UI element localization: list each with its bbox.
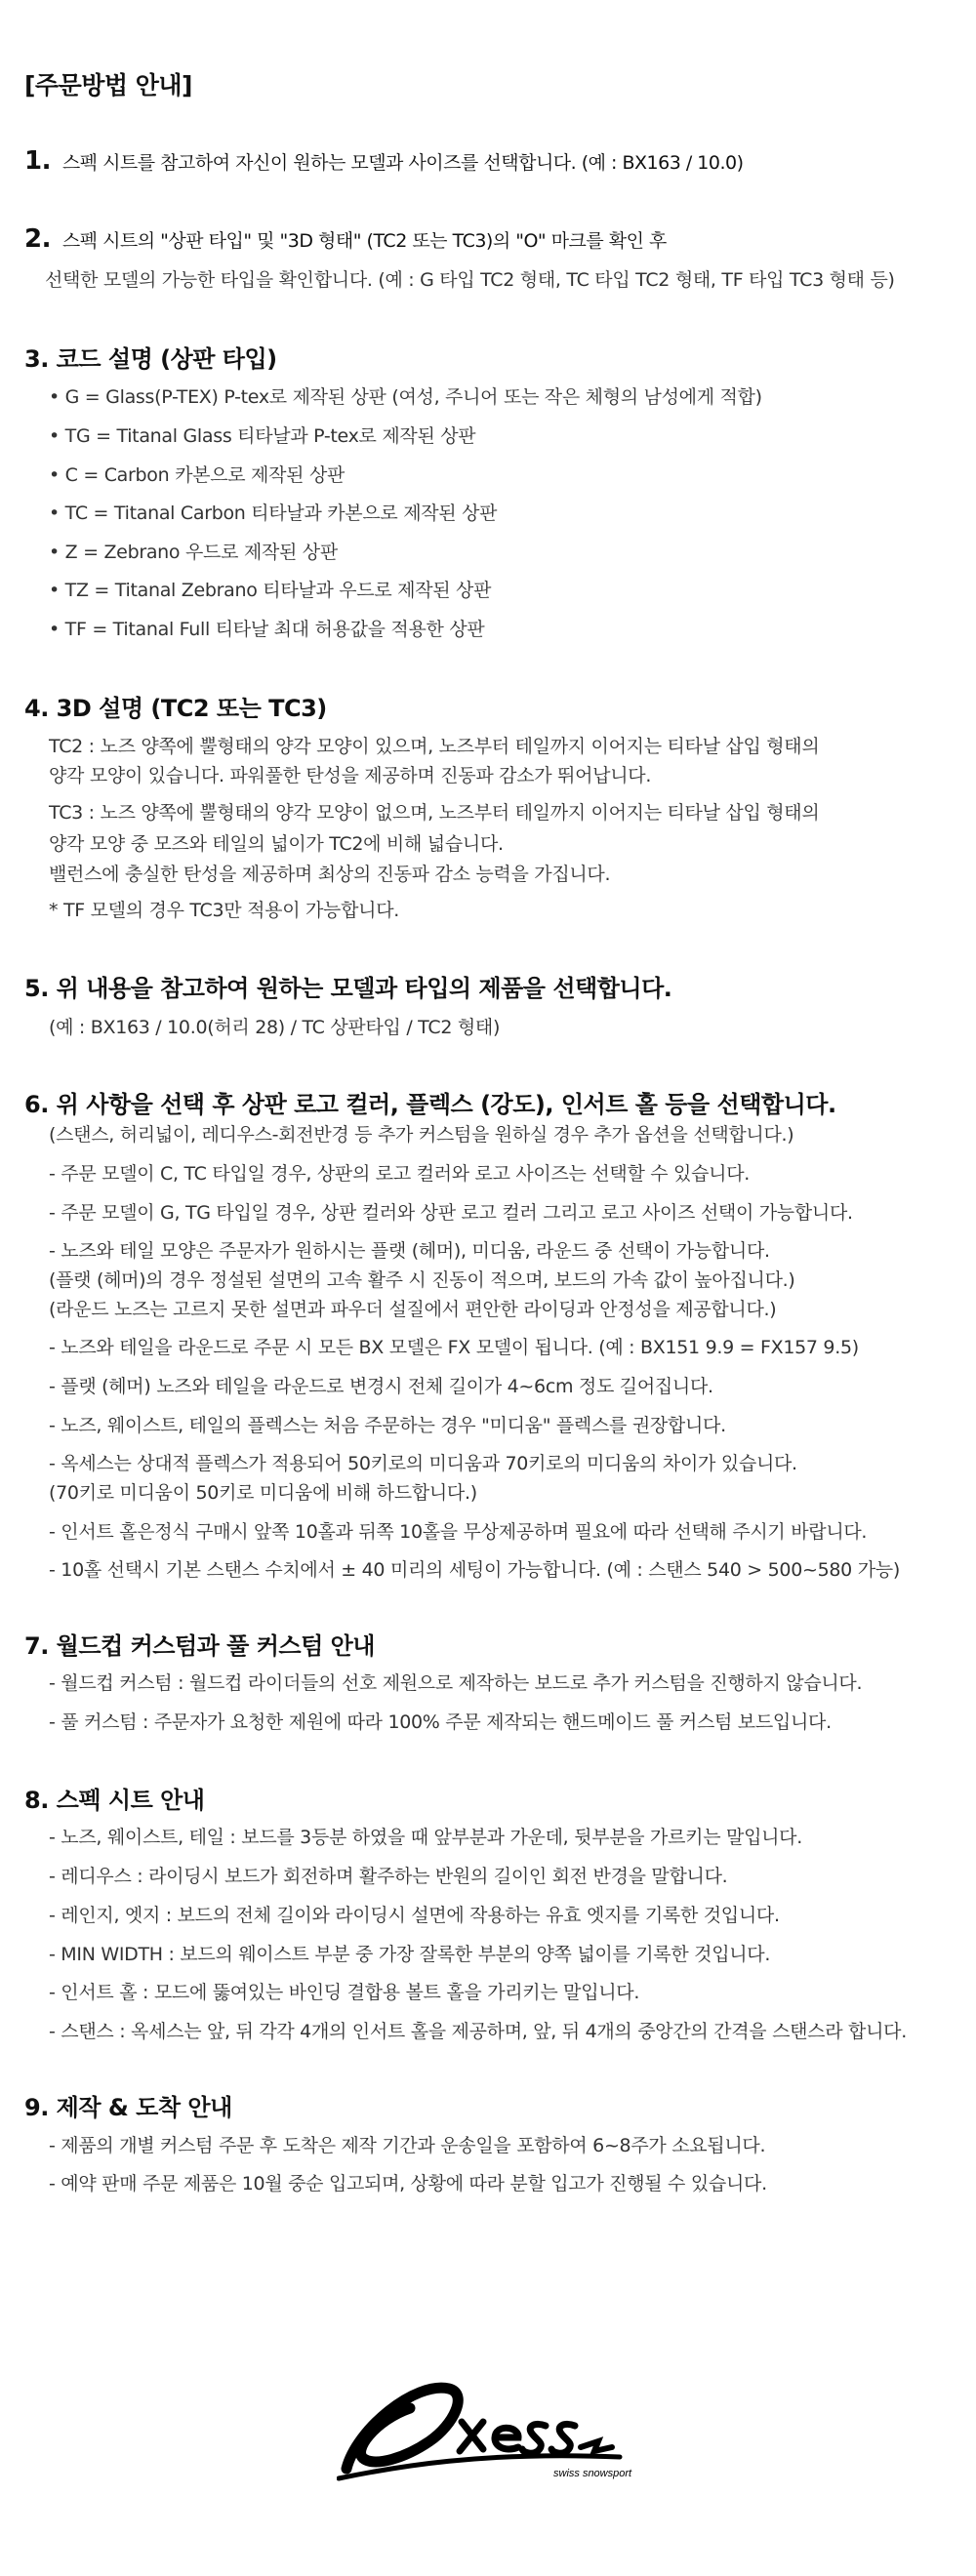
step-1-number: 1. <box>24 146 51 176</box>
section-8-line: - 인서트 홀 : 모드에 뚫여있는 바인딩 결합용 볼트 홀을 가리키는 말입니다. <box>49 1982 640 2003</box>
step-1 <box>24 146 744 176</box>
code-item-c: • C = Carbon 카본으로 제작된 상판 <box>49 464 346 486</box>
code-item-g: • G = Glass(P-TEX) P-tex로 제작된 상판 (여성, 주니어 또는 작은 체형의 남성에게 적합) <box>49 386 762 408</box>
section-8-line: - 레인지, 엣지 : 보드의 전체 길이와 라이딩시 설면에 작용하는 유효 엣지를 기록한 것입니다. <box>49 1905 780 1926</box>
step-2 <box>24 224 667 254</box>
section-6-line: - 인서트 홀은정식 구매시 앞쪽 10홀과 뒤쪽 10홀을 무상제공하며 필요에 따라 선택해 주시기 바랍니다. <box>49 1521 868 1543</box>
section-5-heading: 5. 위 내용을 참고하여 원하는 모델과 타입의 제품을 선택합니다. <box>24 975 672 1002</box>
section-8-line: - 노즈, 웨이스트, 테일 : 보드를 3등분 하였을 때 앞부분과 가운데, 뒷부분을 가르키는 말입니다. <box>49 1827 802 1848</box>
step-2-number: 2. <box>24 224 51 254</box>
section-6-line: - 플랫 (헤머) 노즈와 테일을 라운드로 변경시 전체 길이가 4~6cm 정도 길어집니다. <box>49 1376 713 1397</box>
section-6-line: (플랫 (헤머)의 경우 정설된 설면의 고속 활주 시 진동이 적으며, 보드의 가속 값이 높아집니다.) <box>49 1269 795 1291</box>
code-item-tz: • TZ = Titanal Zebrano 티타날과 우드로 제작된 상판 <box>49 580 492 601</box>
tf-note: * TF 모델의 경우 TC3만 적용이 가능합니다. <box>49 900 400 921</box>
section-4-heading: 4. 3D 설명 (TC2 또는 TC3) <box>24 695 327 722</box>
section-8-line: - 스탠스 : 옥세스는 앞, 뒤 각각 4개의 인서트 홀을 제공하며, 앞, 뒤 4개의 중앙간의 간격을 스탠스라 합니다. <box>49 2021 907 2042</box>
section-9-line: - 제품의 개별 커스텀 주문 후 도착은 제작 기간과 운송일을 포함하여 6~8주가 소요됩니다. <box>49 2135 766 2156</box>
section-6-line: (라운드 노즈는 고르지 못한 설면과 파우더 설질에서 편안한 라이딩과 안정성을 제공합니다.) <box>49 1299 777 1320</box>
section-6-line: - 옥세스는 상대적 플렉스가 적용되어 50키로의 미디움과 70키로의 미디움의 차이가 있습니다. <box>49 1453 797 1474</box>
section-3-heading: 3. 코드 설명 (상판 타입) <box>24 345 277 373</box>
section-8-line: - 레디우스 : 라이딩시 보드가 회전하며 활주하는 반원의 길이인 회전 반경을 말합니다. <box>49 1866 728 1887</box>
section-6-line: (70키로 미디움이 50키로 미디움에 비해 하드합니다.) <box>49 1482 477 1504</box>
tc2-description-line-1: TC2 : 노즈 양쪽에 뿔형태의 양각 모양이 있으며, 노즈부터 테일까지 이어지는 티타날 삽입 형태의 <box>49 736 820 757</box>
tc2-description-line-2: 양각 모양이 있습니다. 파워풀한 탄성을 제공하며 진동파 감소가 뛰어납니다. <box>49 765 652 786</box>
code-item-tf: • TF = Titanal Full 티타날 최대 허용값을 적용한 상판 <box>49 619 485 640</box>
page-title: [주문방법 안내] <box>24 71 192 100</box>
tc3-description-line-1: TC3 : 노즈 양쪽에 뿔형태의 양각 모양이 없으며, 노즈부터 테일까지 이어지는 티타날 삽입 형태의 <box>49 802 820 824</box>
section-5-example: (예 : BX163 / 10.0(허리 28) / TC 상판타입 / TC2 형태) <box>49 1017 501 1038</box>
section-7-line: - 풀 커스텀 : 주문자가 요청한 제원에 따라 100% 주문 제작되는 핸드메이드 풀 커스텀 보드입니다. <box>49 1711 832 1733</box>
logo-tagline: swiss snowsport <box>553 2468 632 2479</box>
oxess-logo <box>337 2361 639 2488</box>
section-9-line: - 예약 판매 주문 제품은 10월 중순 입고되며, 상황에 따라 분할 입고가 진행될 수 있습니다. <box>49 2173 767 2194</box>
section-7-heading: 7. 월드컵 커스텀과 풀 커스텀 안내 <box>24 1632 375 1660</box>
section-6-line: - 노즈, 웨이스트, 테일의 플렉스는 처음 주문하는 경우 "미디움" 플렉스를 권장합니다. <box>49 1415 726 1436</box>
section-6-line: - 주문 모델이 G, TG 타입일 경우, 상판 컬러와 상판 로고 컬러 그리고 로고 사이즈 선택이 가능합니다. <box>49 1202 853 1224</box>
section-6-line: - 주문 모델이 C, TC 타입일 경우, 상판의 로고 컬러와 로고 사이즈는 선택할 수 있습니다. <box>49 1163 750 1185</box>
section-6-heading: 6. 위 사항을 선택 후 상판 로고 컬러, 플렉스 (강도), 인서트 홀 등을 선택합니다. <box>24 1091 836 1118</box>
tc3-description-line-2: 양각 모양 중 모즈와 테일의 넓이가 TC2에 비해 넓습니다. <box>49 833 504 855</box>
section-9-heading: 9. 제작 & 도착 안내 <box>24 2094 232 2121</box>
step-2-text-cont: 선택한 모델의 가능한 타입을 확인합니다. (예 : G 타입 TC2 형태, TC 타입 TC2 형태, TF 타입 TC3 형태 등) <box>45 269 895 291</box>
step-1-text: 스펙 시트를 참고하여 자신이 원하는 모델과 사이즈를 선택합니다. (예 : BX163 / 10.0) <box>61 152 744 174</box>
section-6-line: - 노즈와 테일 모양은 주문자가 원하시는 플랫 (헤머), 미디움, 라운드 중 선택이 가능합니다. <box>49 1240 770 1262</box>
tc3-description-line-3: 밸런스에 충실한 탄성을 제공하며 최상의 진동파 감소 능력을 가집니다. <box>49 864 611 885</box>
section-8-line: - MIN WIDTH : 보드의 웨이스트 부분 중 가장 잘록한 부분의 양쪽 넓이를 기록한 것입니다. <box>49 1944 771 1965</box>
section-6-line: (스탠스, 허리넓이, 레디우스-회전반경 등 추가 커스텀을 원하실 경우 추가 옵션을 선택합니다.) <box>49 1124 794 1146</box>
code-item-z: • Z = Zebrano 우드로 제작된 상판 <box>49 542 338 563</box>
section-6-line: - 10홀 선택시 기본 스탠스 수치에서 ± 40 미리의 세팅이 가능합니다. (예 : 스탠스 540 > 500~580 가능) <box>49 1559 900 1581</box>
section-6-line: - 노즈와 테일을 라운드로 주문 시 모든 BX 모델은 FX 모델이 됩니다. (예 : BX151 9.9 = FX157 9.5) <box>49 1337 859 1358</box>
oxess-logo-mark <box>339 2388 620 2478</box>
step-2-text: 스펙 시트의 "상판 타입" 및 "3D 형태" (TC2 또는 TC3)의 "O" 마크를 확인 후 <box>61 230 667 252</box>
code-item-tg: • TG = Titanal Glass 티타날과 P-tex로 제작된 상판 <box>49 425 476 447</box>
code-item-tc: • TC = Titanal Carbon 티타날과 카본으로 제작된 상판 <box>49 503 498 524</box>
section-7-line: - 월드컵 커스텀 : 월드컵 라이더들의 선호 제원으로 제작하는 보드로 추가 커스텀을 진행하지 않습니다. <box>49 1672 863 1694</box>
section-8-heading: 8. 스펙 시트 안내 <box>24 1787 205 1814</box>
